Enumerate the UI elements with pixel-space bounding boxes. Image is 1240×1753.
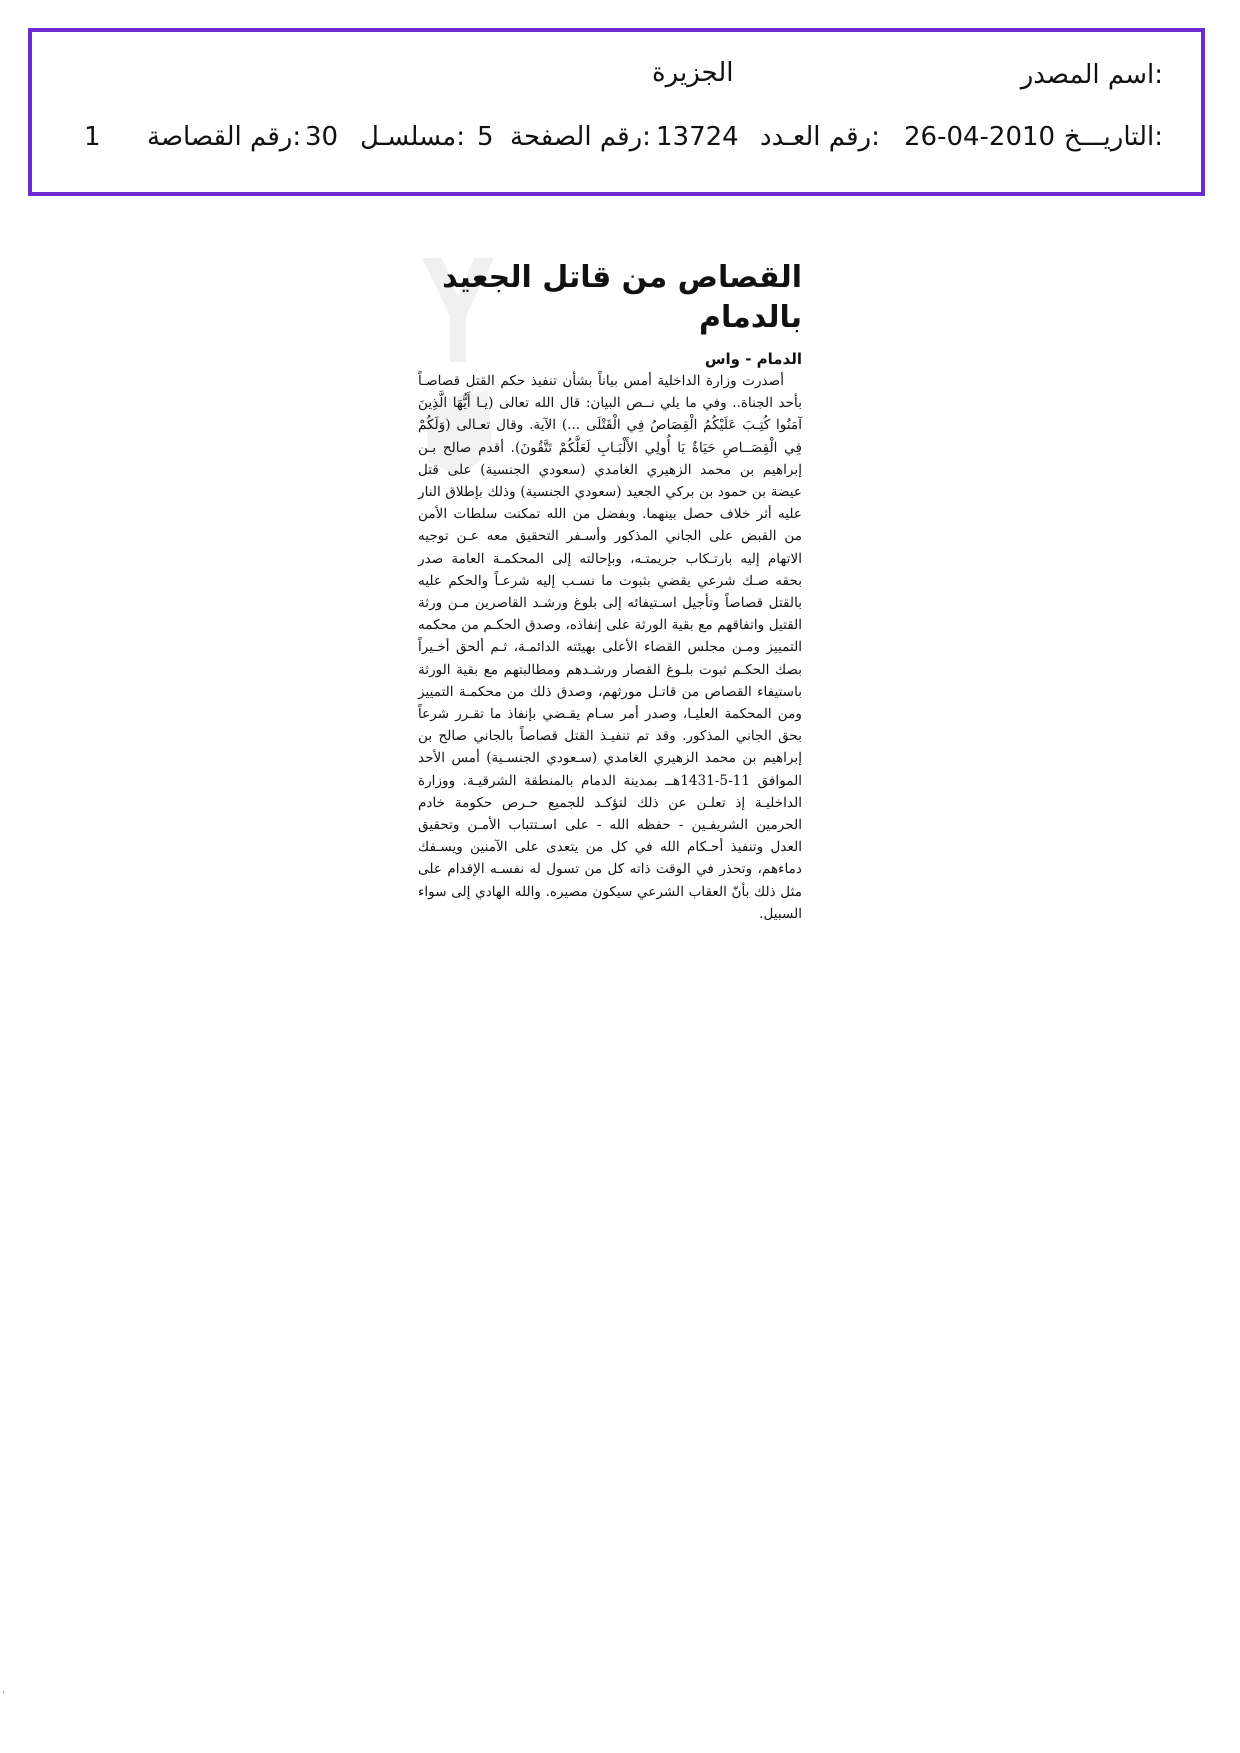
- date-value: 26-04-2010: [904, 122, 1056, 152]
- article-body: أصدرت وزارة الداخلية أمس بياناً بشأن تنفيذ حكم القتل قصاصـاً بأحد الجناة.. وفي ما يلي نــص البيان: قال الله تعالى (يـا أَيُّهَا الَّذِينَ آمَنُوا كُتِـبَ عَلَيْكُمُ الْقِصَاصُ فِي الْقَتْلَى ...) الآية. وقال تعـالى (وَلَكُمْ فِي الْقِصَــاصِ حَيَاةٌ يَا أُولِي الأَلْبَـابِ لَعَلَّكُمْ تَتَّقُونَ). أقدم صالح بـن إبراهيم بن محمد الزهيري الغامدي (سعودي الجنسية) على قتل عيضة بن حمود بن بركي الجعيد (سعودي الجنسية) وذلك بإطلاق النار عليه أثر خلاف حصل بينهما. وبفضل من الله تمكنت سلطات الأمن من القبض على الجاني المذكور وأسـفر التحقيق معه عـن توجيه الاتهام إليه بارتـكاب جريمتـه، وبإحالته إلى المحكمـة العامة صدر بحقه صـك شرعي يقضي بثبوت ما نسـب إليه شرعـاً والحكم عليه بالقتل قصاصاً وتأجيل اسـتيفائه إلى بلوغ ورشـد القاصرين مـن ورثة القتيل واتفاقهم مع بقية الورثة على إنفاذه، وصدق الحكـم من محكمه التمييز ومـن مجلس القضاء الأعلى بهيئته الدائمـة، ثـم ألحق أخـيراً بصك الحكـم ثبوت بلـوغ القصار ورشـدهم ومطالبتهم مع بقية الورثة باستيفاء القصاص من قاتـل مورثهم، وصدق ذلك من محكمـة التمييز ومن المحكمة العليـا، وصدر أمر سـام يقـضي بإنفاذ ما تقـرر شرعاً بحق الجاني المذكور. وقد تم تنفيـذ القتل قصاصاً بالجاني صالح بن إبراهيم بن محمد الزهيري الغامدي (سـعودي الجنسـية) أمس الأحد الموافق 11-5-1431هــ بمدينة الدمام بالمنطقة الشرقيـة. ووزارة الداخليـة إذ تعلـن عن ذلك لتؤكـد للجميع حـرص حكومة خادم الحرمين الشريفـين - حفظه الله - على اسـتتباب الأمـن وتحقيق العدل وتنفيذ أحـكام الله في كل من يتعدى على الآمنين ويسـفك دماءهم، وتحذر في الوقت ذاته كل من تسول له نفسـه الإقدام على مثل ذلك بأنّ العقاب الشرعي سيكون مصيره. والله الهادي إلى سواء السبيل.: [418, 373, 802, 922]
- issue-value: 13724: [656, 122, 739, 152]
- date-label: التاريـــخ:: [1063, 122, 1163, 152]
- page-value: 5: [477, 122, 494, 152]
- serial-value: 30: [305, 122, 339, 152]
- clipping-label: رقم القصاصة:: [147, 122, 302, 152]
- clipping-value: 1: [84, 122, 101, 152]
- source-info-box: [28, 28, 1205, 196]
- article-title: القصاص من قاتل الجعيد بالدمام: [442, 260, 802, 335]
- article-dateline: الدمام - واس: [704, 350, 802, 368]
- newspaper-clipping: [418, 258, 802, 958]
- source-value: الجزيرة: [652, 58, 734, 88]
- page-mark: ·: [2, 1688, 6, 1699]
- issue-label: رقم العـدد:: [760, 122, 880, 152]
- source-label: اسم المصدر:: [1020, 60, 1163, 90]
- page-label: رقم الصفحة:: [510, 122, 651, 152]
- serial-label: مسلسـل:: [360, 122, 465, 152]
